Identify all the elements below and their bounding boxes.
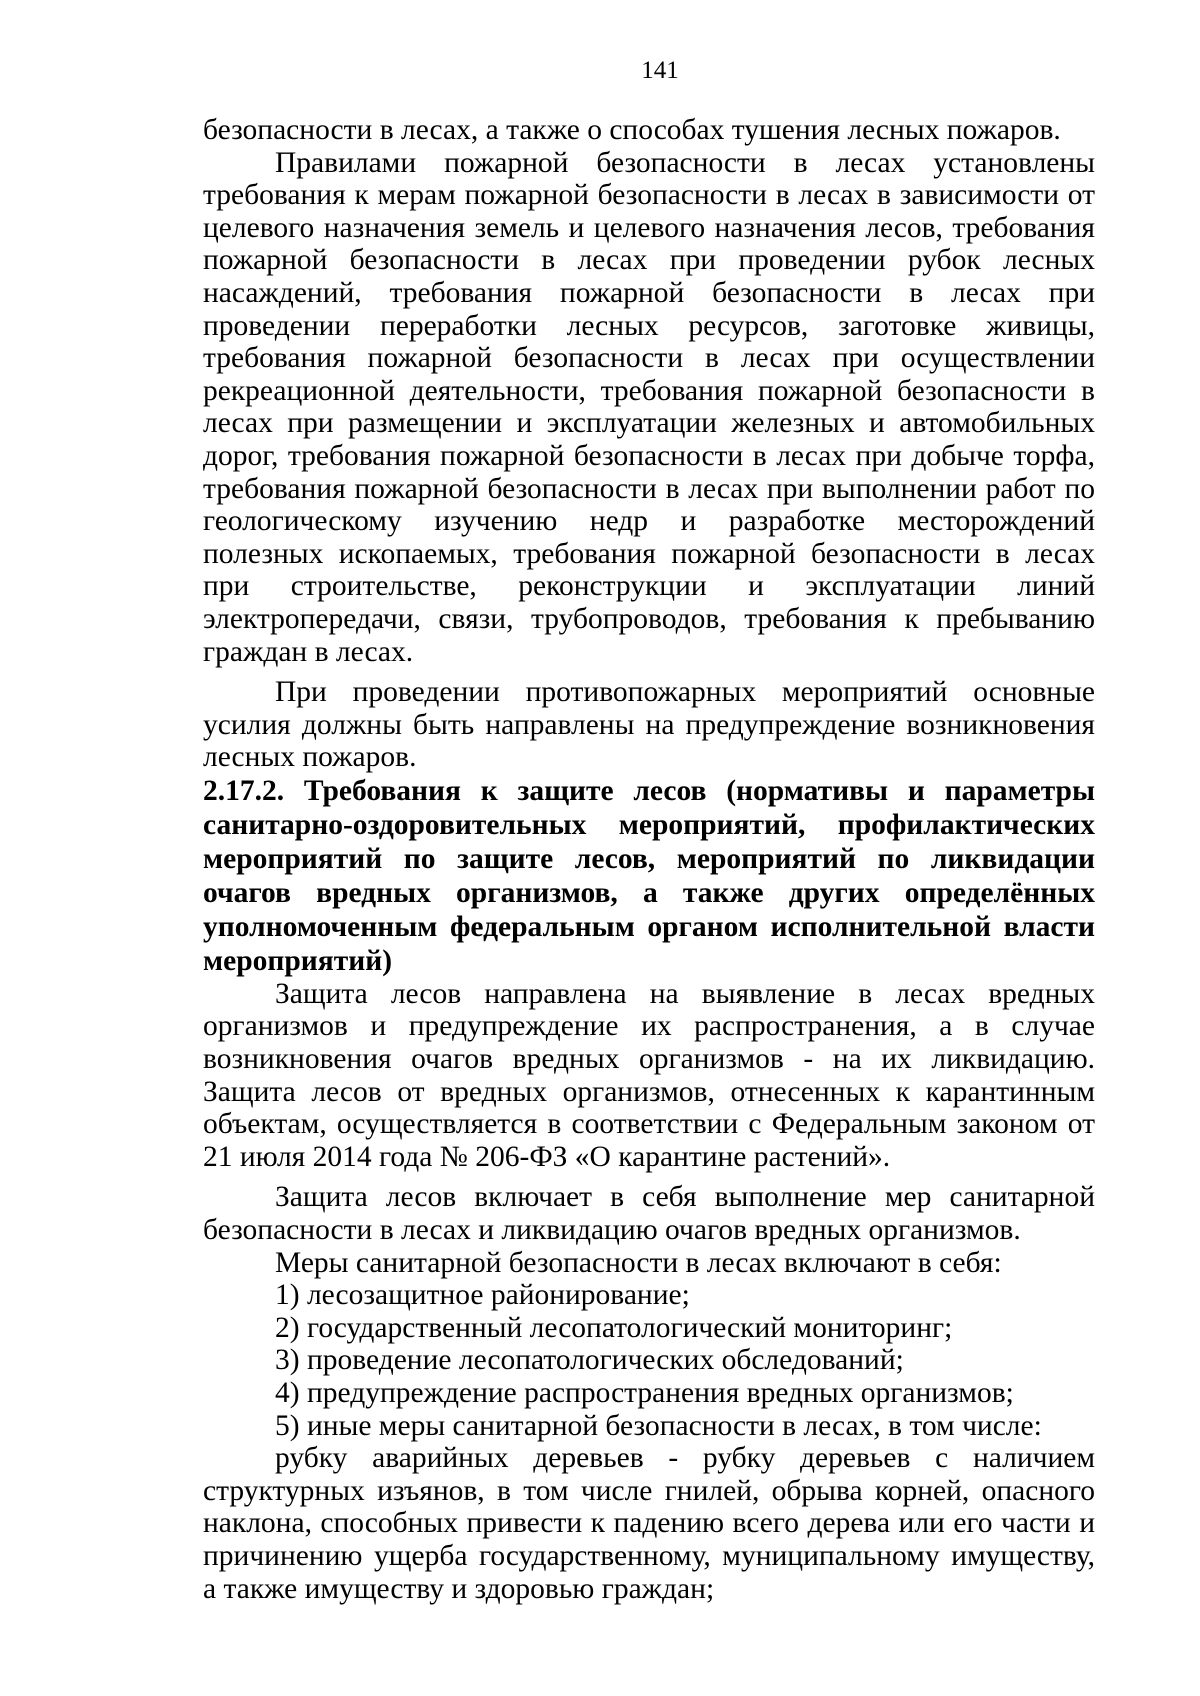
paragraph-fire-prevention-measures: При проведении противопожарных мероприятий основные усилия должны быть направлены на предупреждение возникновения лесных пожаров. — [203, 676, 1095, 774]
list-item: 3) проведение лесопатологических обследований; — [275, 1344, 904, 1377]
paragraph-forest-protection: Защита лесов направлена на выявление в лесах вредных организмов и предупреждение их распространения, а в случае возникновения очагов вредных организмов - на их ликвидацию. Защита лесов от вредных организмов, отнесенных к карантинным объектам, осуществляется в соответствии с Федеральным законом от 21 июля 2014 года № 206-ФЗ «О карантине растений». — [203, 977, 1095, 1173]
document-body — [203, 114, 1095, 1605]
list-item: 1) лесозащитное районирование; — [275, 1279, 690, 1312]
paragraph-sanitary-measures-intro: Меры санитарной безопасности в лесах включают в себя: — [275, 1246, 1002, 1279]
list-item: 5) иные меры санитарной безопасности в лесах, в том числе: — [275, 1409, 1042, 1442]
list-item: 4) предупреждение распространения вредных организмов; — [275, 1377, 1014, 1409]
paragraph-protection-includes: Защита лесов включает в себя выполнение мер санитарной безопасности в лесах и ликвидацию очагов вредных организмов. — [203, 1181, 1095, 1247]
page-number: 141 — [641, 57, 679, 84]
paragraph-emergency-felling: рубку аварийных деревьев - рубку деревьев с наличием структурных изъянов, в том числе гнилей, обрыва корней, опасного наклона, способных привести к падению всего дерева или его части и причинению ущерба государственному, муниципальному имуществу, а также имуществу и здоровью граждан; — [203, 1442, 1095, 1605]
paragraph-intro: безопасности в лесах, а также о способах тушения лесных пожаров. — [203, 114, 1061, 146]
list-item: 2) государственный лесопатологический мониторинг; — [275, 1311, 953, 1344]
paragraph-fire-safety-rules: Правилами пожарной безопасности в лесах установлены требования к мерам пожарной безопасности в лесах в зависимости от целевого назначения земель и целевого назначения лесов, требования пожарной безопасности в лесах при проведении рубок лесных насаждений, требования пожарной безопасности в лесах при проведении переработки лесных ресурсов, заготовке живицы, требования пожарной безопасности в лесах при осуществлении рекреационной деятельности, требования пожарной безопасности в лесах при размещении и эксплуатации железных и автомобильных дорог, требования пожарной безопасности в лесах при добыче торфа, требования пожарной безопасности в лесах при выполнении работ по геологическому изучению недр и разработке месторождений полезных ископаемых, требования пожарной безопасности в лесах при строительстве, реконструкции и эксплуатации линий электропередачи, связи, трубопроводов, требования к пребыванию граждан в лесах. — [203, 146, 1095, 668]
section-heading: 2.17.2. Требования к защите лесов (нормативы и параметры санитарно-оздоровительных мероприятий, профилактических мероприятий по защите лесов, мероприятий по ликвидации очагов вредных организмов, а также других определённых уполномоченным федеральным органом исполнительной власти мероприятий) — [203, 774, 1095, 977]
